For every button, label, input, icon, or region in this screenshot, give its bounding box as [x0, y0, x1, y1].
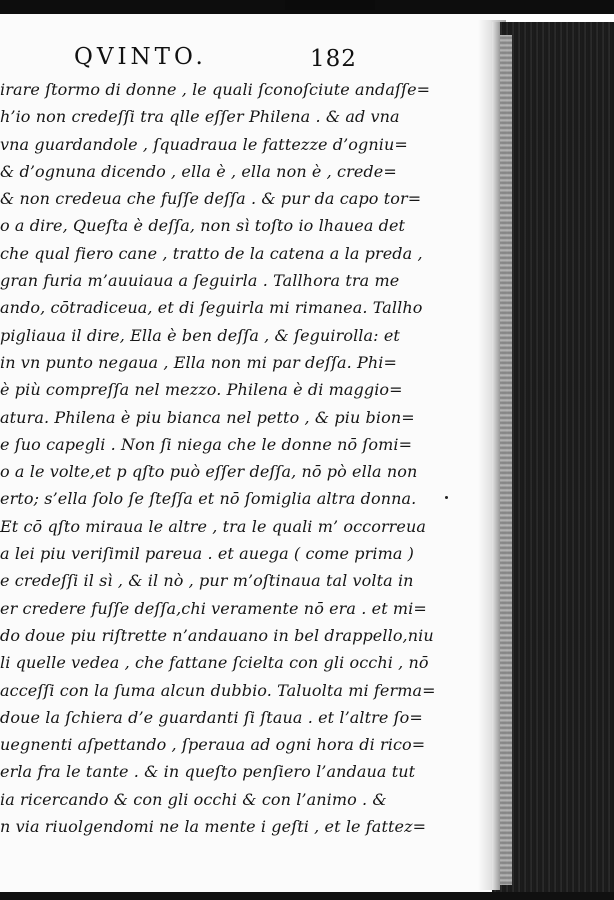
- text-line: e ſuo capegli . Non ſi niega che le donne nō ſomi=: [0, 434, 413, 454]
- page-edge-highlight: [492, 22, 500, 890]
- text-line: o a dire, Queſta è deſſa, non sì toſto io lhauea det: [0, 216, 406, 236]
- text-line: gran furia m’auuiaua a ſeguirla . Tallhora tra me: [0, 271, 400, 291]
- text-line: vna guardandole , ſquadraua le fattezze d’ogniu=: [0, 134, 408, 154]
- page-number: 182: [310, 46, 357, 72]
- text-line: e credeſſi il sì , & il nò , pur m’oſtinaua tal volta in: [0, 571, 414, 591]
- text-line: Et cō qſto miraua le altre , tra le quali m’ occorreua: [0, 516, 427, 536]
- text-line: in vn punto negaua , Ella non mi par deſſa. Phi=: [0, 352, 398, 372]
- text-line: erto; s’ella ſolo ſe ſteſſa et nō ſomiglia altra donna.: [0, 489, 417, 509]
- text-line: & d’ognuna dicendo , ella è , ella non è , crede=: [0, 161, 397, 181]
- text-line: do doue piu riſtrette n’andauano in bel drappello,niu: [0, 625, 434, 645]
- text-line: irare ſtormo di donne , le quali ſconoſciute andaſſe=: [0, 80, 431, 99]
- scan-bottom-edge: [0, 892, 614, 900]
- text-line: & non credeua che fuſſe deſſa . & pur da capo tor=: [0, 189, 422, 209]
- running-head: QVINTO.: [74, 44, 207, 70]
- page-edge-sheets: [500, 35, 512, 885]
- ink-speck: [445, 496, 448, 499]
- text-line: a lei piu veriſimil pareua . et auega ( come prima ): [0, 544, 415, 564]
- text-line: doue la ſchiera d’e guardanti ſi ſtaua . et l’altre ſo=: [0, 707, 423, 727]
- scan-top-shadow: [285, 0, 375, 10]
- book-page: [0, 14, 500, 892]
- text-line: n via riuolgendomi ne la mente i geſti , et le fattez=: [0, 817, 427, 837]
- text-line: er credere fuſſe deſſa,chi veramente nō era . et mi=: [0, 598, 427, 618]
- text-line: che qual fiero cane , tratto de la catena a la preda ,: [0, 243, 423, 263]
- text-line: è più compreſſa nel mezzo. Philena è di maggio=: [0, 380, 403, 400]
- text-line: erla fra le tante . & in queſto penſiero l’andaua tut: [0, 762, 416, 782]
- body-text: [0, 76, 496, 840]
- text-line: uegnenti aſpettando , ſperaua ad ogni hora di rico=: [0, 735, 426, 755]
- text-line: atura. Philena è piu bianca nel petto , & piu bion=: [0, 407, 415, 427]
- text-line: ando, cōtradiceua, et di ſeguirla mi rimanea. Tallho: [0, 298, 423, 318]
- text-line: li quelle vedea , che fattane ſcielta con gli occhi , nō: [0, 653, 429, 673]
- text-line: h’io non credeſſi tra qlle eſſer Philena . & ad vna: [0, 107, 400, 127]
- text-line: acceſſi con la ſuma alcun dubbio. Taluolta mi ferma=: [0, 680, 436, 700]
- text-line: pigliaua il dire, Ella è ben deſſa , & ſeguirolla: et: [0, 325, 400, 345]
- text-line: o a le volte,et p qſto può eſſer deſſa, nō pò ella non: [0, 462, 418, 482]
- text-line: ia ricercando & con gli occhi & con l’animo . &: [0, 789, 387, 809]
